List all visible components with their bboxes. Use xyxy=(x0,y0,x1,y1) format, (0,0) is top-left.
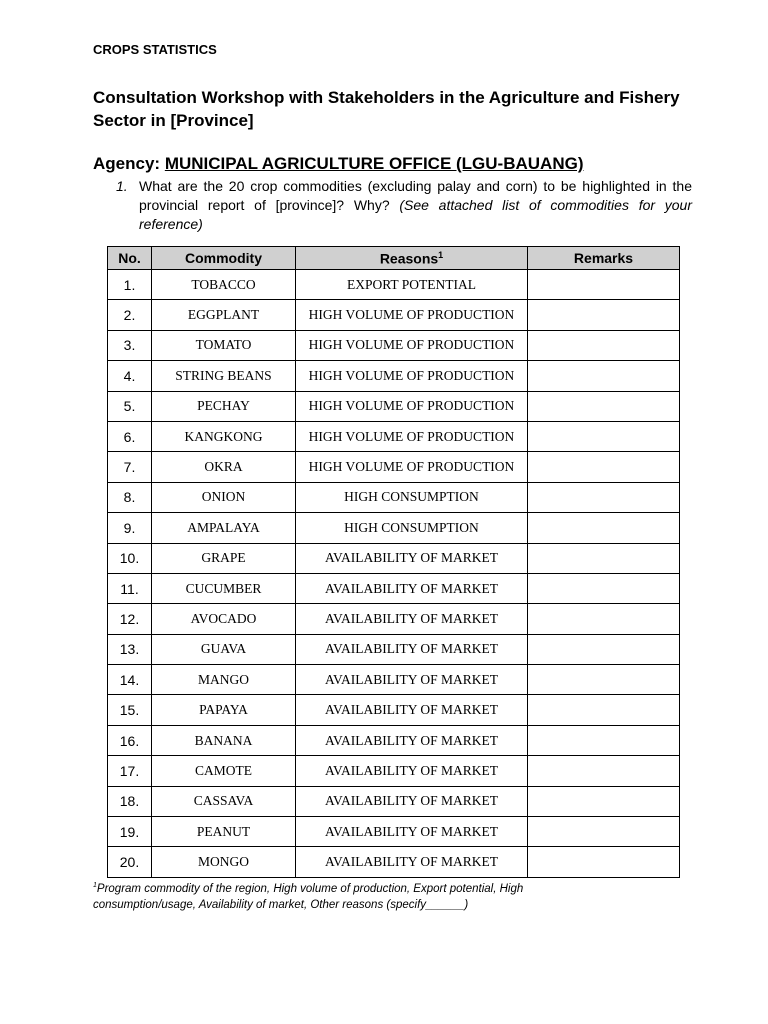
table-row xyxy=(108,756,680,786)
reason-cell: AVAILABILITY OF MARKET xyxy=(296,543,528,573)
row-number-cell: 2. xyxy=(108,300,152,330)
commodity-cell: EGGPLANT xyxy=(152,300,296,330)
table-header-row xyxy=(108,247,680,270)
reason-cell: HIGH VOLUME OF PRODUCTION xyxy=(296,330,528,360)
reason-cell: HIGH VOLUME OF PRODUCTION xyxy=(296,452,528,482)
reason-cell: HIGH VOLUME OF PRODUCTION xyxy=(296,391,528,421)
row-number-cell: 6. xyxy=(108,421,152,451)
table-row xyxy=(108,361,680,391)
row-number-cell: 17. xyxy=(108,756,152,786)
table-row xyxy=(108,847,680,877)
table-row xyxy=(108,421,680,451)
agency-line xyxy=(93,154,583,174)
table-row xyxy=(108,300,680,330)
row-number-cell: 5. xyxy=(108,391,152,421)
remarks-cell xyxy=(528,817,680,847)
remarks-cell xyxy=(528,270,680,300)
agency-name: MUNICIPAL AGRICULTURE OFFICE (LGU-BAUANG) xyxy=(164,154,584,173)
row-number-cell: 19. xyxy=(108,817,152,847)
commodity-cell: PECHAY xyxy=(152,391,296,421)
table-row xyxy=(108,330,680,360)
commodity-cell: MANGO xyxy=(152,665,296,695)
reason-cell: HIGH CONSUMPTION xyxy=(296,482,528,512)
reason-cell: HIGH VOLUME OF PRODUCTION xyxy=(296,421,528,451)
question-number: 1. xyxy=(116,178,128,194)
remarks-cell xyxy=(528,543,680,573)
document-title: Consultation Workshop with Stakeholders in the Agriculture and Fishery Sector in [Province] xyxy=(93,88,680,130)
table-row xyxy=(108,270,680,300)
table-row xyxy=(108,452,680,482)
table-row xyxy=(108,482,680,512)
row-number-cell: 8. xyxy=(108,482,152,512)
remarks-cell xyxy=(528,421,680,451)
table-row xyxy=(108,604,680,634)
table-row xyxy=(108,634,680,664)
commodity-cell: ONION xyxy=(152,482,296,512)
reason-cell: EXPORT POTENTIAL xyxy=(296,270,528,300)
header-reasons xyxy=(296,247,528,270)
table-row xyxy=(108,543,680,573)
question-text: What are the 20 crop commodities (excluding palay and corn) to be highlighted in the provincial report of [province]? Why? xyxy=(139,178,692,213)
remarks-cell xyxy=(528,695,680,725)
reason-cell: AVAILABILITY OF MARKET xyxy=(296,725,528,755)
row-number-cell: 12. xyxy=(108,604,152,634)
remarks-cell xyxy=(528,847,680,877)
remarks-cell xyxy=(528,634,680,664)
reason-cell: AVAILABILITY OF MARKET xyxy=(296,695,528,725)
table-row xyxy=(108,817,680,847)
header-commodity: Commodity xyxy=(152,247,296,270)
commodity-cell: CASSAVA xyxy=(152,786,296,816)
table-body xyxy=(108,270,680,878)
reason-cell: HIGH CONSUMPTION xyxy=(296,513,528,543)
table-row xyxy=(108,725,680,755)
commodity-cell: CAMOTE xyxy=(152,756,296,786)
header-remarks: Remarks xyxy=(528,247,680,270)
reason-cell: AVAILABILITY OF MARKET xyxy=(296,604,528,634)
row-number-cell: 13. xyxy=(108,634,152,664)
row-number-cell: 9. xyxy=(108,513,152,543)
remarks-cell xyxy=(528,300,680,330)
reason-cell: AVAILABILITY OF MARKET xyxy=(296,634,528,664)
remarks-cell xyxy=(528,756,680,786)
reason-cell: AVAILABILITY OF MARKET xyxy=(296,817,528,847)
remarks-cell xyxy=(528,361,680,391)
question-body xyxy=(139,177,692,234)
remarks-cell xyxy=(528,452,680,482)
header-reasons-label: Reasons xyxy=(379,250,439,267)
commodity-cell: AMPALAYA xyxy=(152,513,296,543)
reason-cell: AVAILABILITY OF MARKET xyxy=(296,847,528,877)
commodities-table xyxy=(107,246,680,878)
commodity-cell: CUCUMBER xyxy=(152,573,296,603)
question-1 xyxy=(116,177,692,234)
row-number-cell: 15. xyxy=(108,695,152,725)
commodity-cell: BANANA xyxy=(152,725,296,755)
remarks-cell xyxy=(528,665,680,695)
reason-cell: AVAILABILITY OF MARKET xyxy=(296,786,528,816)
commodity-cell: TOMATO xyxy=(152,330,296,360)
row-number-cell: 16. xyxy=(108,725,152,755)
reason-cell: HIGH VOLUME OF PRODUCTION xyxy=(296,361,528,391)
table-row xyxy=(108,786,680,816)
commodity-cell: AVOCADO xyxy=(152,604,296,634)
reason-cell: AVAILABILITY OF MARKET xyxy=(296,756,528,786)
commodity-cell: PEANUT xyxy=(152,817,296,847)
row-number-cell: 10. xyxy=(108,543,152,573)
footnote xyxy=(93,878,613,913)
table-row xyxy=(108,573,680,603)
row-number-cell: 4. xyxy=(108,361,152,391)
row-number-cell: 1. xyxy=(108,270,152,300)
remarks-cell xyxy=(528,573,680,603)
remarks-cell xyxy=(528,330,680,360)
table-row xyxy=(108,513,680,543)
table-row xyxy=(108,665,680,695)
reason-cell: AVAILABILITY OF MARKET xyxy=(296,665,528,695)
commodity-cell: GUAVA xyxy=(152,634,296,664)
commodity-cell: KANGKONG xyxy=(152,421,296,451)
agency-prefix: Agency: xyxy=(93,154,161,173)
remarks-cell xyxy=(528,391,680,421)
commodity-cell: GRAPE xyxy=(152,543,296,573)
question-note: (See attached list of commodities for your reference) xyxy=(139,197,693,232)
commodity-cell: MONGO xyxy=(152,847,296,877)
row-number-cell: 20. xyxy=(108,847,152,877)
remarks-cell xyxy=(528,513,680,543)
commodity-cell: TOBACCO xyxy=(152,270,296,300)
footnote-text: Program commodity of the region, High volume of production, Export potential, High consumption/usage, Availability of market, Other reasons (specify______) xyxy=(93,882,524,911)
table-row xyxy=(108,695,680,725)
reason-cell: HIGH VOLUME OF PRODUCTION xyxy=(296,300,528,330)
row-number-cell: 14. xyxy=(108,665,152,695)
commodity-cell: STRING BEANS xyxy=(152,361,296,391)
commodity-cell: OKRA xyxy=(152,452,296,482)
footnote-marker: 1 xyxy=(93,882,97,889)
header-no: No. xyxy=(108,247,152,270)
document-header-label: CROPS STATISTICS xyxy=(93,42,217,57)
remarks-cell xyxy=(528,482,680,512)
row-number-cell: 11. xyxy=(108,573,152,603)
commodity-cell: PAPAYA xyxy=(152,695,296,725)
remarks-cell xyxy=(528,604,680,634)
table-row xyxy=(108,391,680,421)
reason-cell: AVAILABILITY OF MARKET xyxy=(296,573,528,603)
row-number-cell: 7. xyxy=(108,452,152,482)
header-reasons-footnote-marker: 1 xyxy=(438,249,444,260)
row-number-cell: 18. xyxy=(108,786,152,816)
remarks-cell xyxy=(528,725,680,755)
remarks-cell xyxy=(528,786,680,816)
row-number-cell: 3. xyxy=(108,330,152,360)
